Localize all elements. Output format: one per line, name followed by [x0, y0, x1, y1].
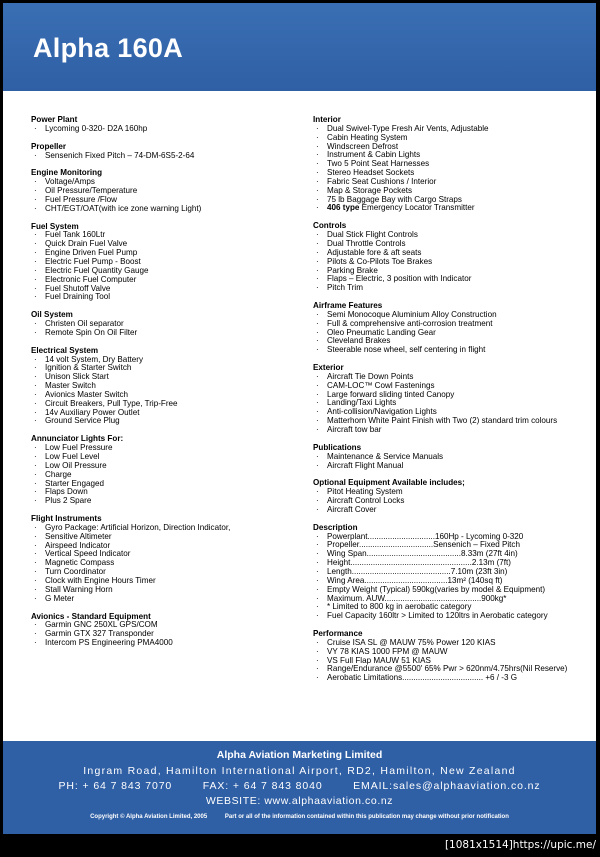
list-item: · CAM-LOC™ Cowl Fastenings [313, 382, 591, 391]
list-item: · Oil Pressure/Temperature [31, 187, 301, 196]
copyright: Copyright © Alpha Aviation Limited, 2005 [90, 814, 208, 820]
section-heading: Performance [313, 629, 363, 639]
list-item: · Pitot Heating System [313, 488, 591, 497]
list-item: · Charge [31, 471, 301, 480]
list-item: · Aircraft Tie Down Points [313, 373, 591, 382]
list-item: · Maintenance & Service Manuals [313, 453, 591, 462]
header-banner [3, 3, 596, 91]
list-item: · Magnetic Compass [31, 559, 301, 568]
list-item: · Large forward sliding tinted Canopy [313, 391, 591, 400]
list-item: · Low Fuel Pressure [31, 444, 301, 453]
list-item: · Quick Drain Fuel Valve [31, 240, 301, 249]
legal-line [3, 814, 596, 820]
section-oil-system [31, 311, 301, 338]
list-item: · G Meter [31, 595, 301, 604]
list-item: · Lycoming 0-320- D2A 160hp [31, 125, 301, 134]
list-item: · Circuit Breakers, Pull Type, Trip-Free [31, 400, 301, 409]
list-item: · Pitch Trim [313, 284, 591, 293]
section-interior [313, 116, 591, 213]
section-power-plant [31, 116, 301, 134]
list-item: · Wing Span..........................................8.33m (27ft 4in) [313, 550, 591, 559]
list-item: · Full & comprehensive anti-corrosion treatment [313, 320, 591, 329]
list-item: · Stall Warning Horn [31, 586, 301, 595]
company-name: Alpha Aviation Marketing Limited [216, 749, 383, 761]
list-item: · Remote Spin On Oil Filter [31, 329, 301, 338]
list-item: · Stereo Headset Sockets [313, 169, 591, 178]
list-item: · Plus 2 Spare [31, 497, 301, 506]
list-item: · Wing Area.....................................13m² (140sq ft) [313, 577, 591, 586]
list-item: · Cleveland Brakes [313, 337, 591, 346]
list-item: · VY 78 KIAS 1000 FPM @ MAUW [313, 648, 591, 657]
section-annunciator-lights-for [31, 435, 301, 506]
list-item: · Steerable nose wheel, self centering in flight [313, 346, 591, 355]
fax-number: FAX: + 64 7 843 8040 [202, 780, 323, 792]
list-item: · Garmin GNC 250XL GPS/COM [31, 621, 301, 630]
section-optional-equipment-available-includes [313, 479, 591, 514]
list-item: · Aircraft Control Locks [313, 497, 591, 506]
list-item: · Fuel Draining Tool [31, 293, 301, 302]
list-item: · Height......................................................2.13m (7ft) [313, 559, 591, 568]
list-item: · Ignition & Starter Switch [31, 364, 301, 373]
list-item: · Fuel Tank 160Ltr [31, 231, 301, 240]
section-heading: Annunciator Lights For: [31, 434, 124, 444]
list-item: · Engine Driven Fuel Pump [31, 249, 301, 258]
spec-sheet [3, 3, 596, 834]
list-item: · Oleo Pneumatic Landing Gear [313, 329, 591, 338]
list-item: · Cabin Heating System [313, 134, 591, 143]
section-heading: Interior [313, 115, 341, 124]
section-publications [313, 444, 591, 471]
list-item: · Range/Endurance @5500' 65% Pwr > 620nm/4.75hrs(Nil Reserve) [313, 665, 591, 674]
section-flight-instruments [31, 515, 301, 603]
list-item: · Landing/Taxi Lights [313, 399, 591, 408]
list-item: · Turn Coordinator [31, 568, 301, 577]
list-item: · Fuel Capacity 160ltr > Limited to 120ltrs in Aerobatic category [313, 612, 591, 621]
section-heading: Publications [313, 442, 362, 452]
list-item: · Flaps Down [31, 488, 301, 497]
section-performance [313, 630, 591, 683]
list-item: · Windscreen Defrost [313, 143, 591, 152]
section-heading: Fuel System [31, 221, 79, 231]
section-description [313, 524, 591, 621]
list-item: · Electric Fuel Pump - Boost [31, 258, 301, 267]
list-item: · Sensitive Altimeter [31, 533, 301, 542]
section-heading: Avionics - Standard Equipment [31, 611, 151, 621]
phone-number: PH: + 64 7 843 7070 [58, 780, 173, 792]
list-item: · 14 volt System, Dry Battery [31, 356, 301, 365]
section-electrical-system [31, 347, 301, 427]
list-item: · Fuel Pressure /Flow [31, 196, 301, 205]
list-item: · Garmin GTX 327 Transponder [31, 630, 301, 639]
list-item-elt [313, 204, 591, 213]
section-propeller [31, 143, 301, 161]
list-item: · Parking Brake [313, 267, 591, 276]
list-item: · Sensenich Fixed Pitch – 74-DM-6S5-2-64 [31, 152, 301, 161]
list-item: · Starter Engaged [31, 480, 301, 489]
list-item: · Matterhorn White Paint Finish with Two (2) standard trim colours [313, 417, 591, 426]
page-title: Alpha 160A [33, 33, 184, 63]
list-item: · Dual Swivel-Type Fresh Air Vents, Adjustable [313, 125, 591, 134]
list-item: · Master Switch [31, 382, 301, 391]
watermark: [1081x1514]https://upic.me/ [444, 839, 596, 851]
list-item: · Two 5 Point Seat Harnesses [313, 160, 591, 169]
section-heading: Power Plant [31, 115, 78, 124]
list-item: · Aircraft Cover [313, 506, 591, 515]
list-item: · Gyro Package: Artificial Horizon, Direction Indicator, [31, 524, 301, 533]
list-item: · Voltage/Amps [31, 178, 301, 187]
list-item: · Powerplant..............................160Hp - Lycoming 0-320 [313, 533, 591, 542]
list-item: · Anti-collision/Navigation Lights [313, 408, 591, 417]
list-item: · Vertical Speed Indicator [31, 550, 301, 559]
section-heading: Flight Instruments [31, 514, 102, 524]
list-item: · * Limited to 800 kg in aerobatic category [313, 603, 591, 612]
section-heading: Airframe Features [313, 301, 383, 311]
list-item: · Avionics Master Switch [31, 391, 301, 400]
list-item: · Dual Stick Flight Controls [313, 231, 591, 240]
section-exterior [313, 364, 591, 435]
elt-type: 406 type [327, 203, 360, 213]
list-item: · Christen Oil separator [31, 320, 301, 329]
list-item: · Low Fuel Level [31, 453, 301, 462]
list-item: · Low Oil Pressure [31, 462, 301, 471]
left-column [31, 116, 301, 657]
section-fuel-system [31, 223, 301, 303]
right-column [313, 116, 591, 692]
section-heading: Electrical System [31, 345, 99, 355]
list-item: · Fuel Shutoff Valve [31, 285, 301, 294]
list-item: · 14v Auxiliary Power Outlet [31, 409, 301, 418]
section-airframe-features [313, 302, 591, 355]
list-item: · Propeller.................................Sensenich – Fixed Pitch [313, 541, 591, 550]
section-heading: Engine Monitoring [31, 168, 103, 178]
list-item: · Aerobatic Limitations.................................... +6 / -3 G [313, 674, 591, 683]
disclaimer: Part or all of the information contained within this publication may change without prior notification [224, 814, 509, 820]
list-item: · Aircraft tow bar [313, 426, 591, 435]
list-item: · Electronic Fuel Computer [31, 276, 301, 285]
list-item: · Airspeed Indicator [31, 542, 301, 551]
section-controls [313, 222, 591, 293]
company-address: Ingram Road, Hamilton International Airport, RD2, Hamilton, New Zealand [83, 765, 516, 777]
list-item: · Adjustable fore & aft seats [313, 249, 591, 258]
section-heading: Optional Equipment Available includes; [313, 478, 465, 488]
list-item: · Unison Slick Start [31, 373, 301, 382]
list-item: · Maximum. AUW...........................................900kg* [313, 595, 591, 604]
list-item: · Map & Storage Pockets [313, 187, 591, 196]
footer-banner [3, 741, 596, 834]
list-item: · Pilots & Co-Pilots Toe Brakes [313, 258, 591, 267]
list-item: · Flaps – Electric, 3 position with Indicator [313, 275, 591, 284]
section-heading: Description [313, 522, 358, 532]
list-item: · Dual Throttle Controls [313, 240, 591, 249]
list-item: · CHT/EGT/OAT(with ice zone warning Light) [31, 205, 301, 214]
list-item: · Semi Monocoque Aluminium Alloy Construction [313, 311, 591, 320]
list-item: · 75 lb Baggage Bay with Cargo Straps [313, 196, 591, 205]
list-item: · Electric Fuel Quantity Gauge [31, 267, 301, 276]
section-avionics-standard-equipment [31, 613, 301, 648]
list-item: · Ground Service Plug [31, 417, 301, 426]
section-heading: Propeller [31, 141, 67, 151]
list-item: · Aircraft Flight Manual [313, 462, 591, 471]
section-engine-monitoring [31, 169, 301, 213]
list-item: · VS Full Flap MAUW 51 KIAS [313, 657, 591, 666]
list-item: · Cruise ISA SL @ MAUW 75% Power 120 KIAS [313, 639, 591, 648]
list-item: · Empty Weight (Typical) 590kg(varies by model & Equipment) [313, 586, 591, 595]
email-address: EMAIL:sales@alphaaviation.co.nz [353, 780, 541, 792]
list-item: · Length............................................7.10m (23ft 3in) [313, 568, 591, 577]
section-heading: Controls [313, 221, 347, 231]
list-item: · Intercom PS Engineering PMA4000 [31, 639, 301, 648]
section-heading: Exterior [313, 363, 344, 373]
list-item: · Instrument & Cabin Lights [313, 151, 591, 160]
elt-label: Emergency Locator Transmitter [359, 203, 475, 213]
contact-line [3, 780, 596, 792]
list-item: · Clock with Engine Hours Timer [31, 577, 301, 586]
section-heading: Oil System [31, 310, 73, 320]
list-item: · Fabric Seat Cushions / Interior [313, 178, 591, 187]
website: WEBSITE: www.alphaaviation.co.nz [205, 795, 394, 807]
